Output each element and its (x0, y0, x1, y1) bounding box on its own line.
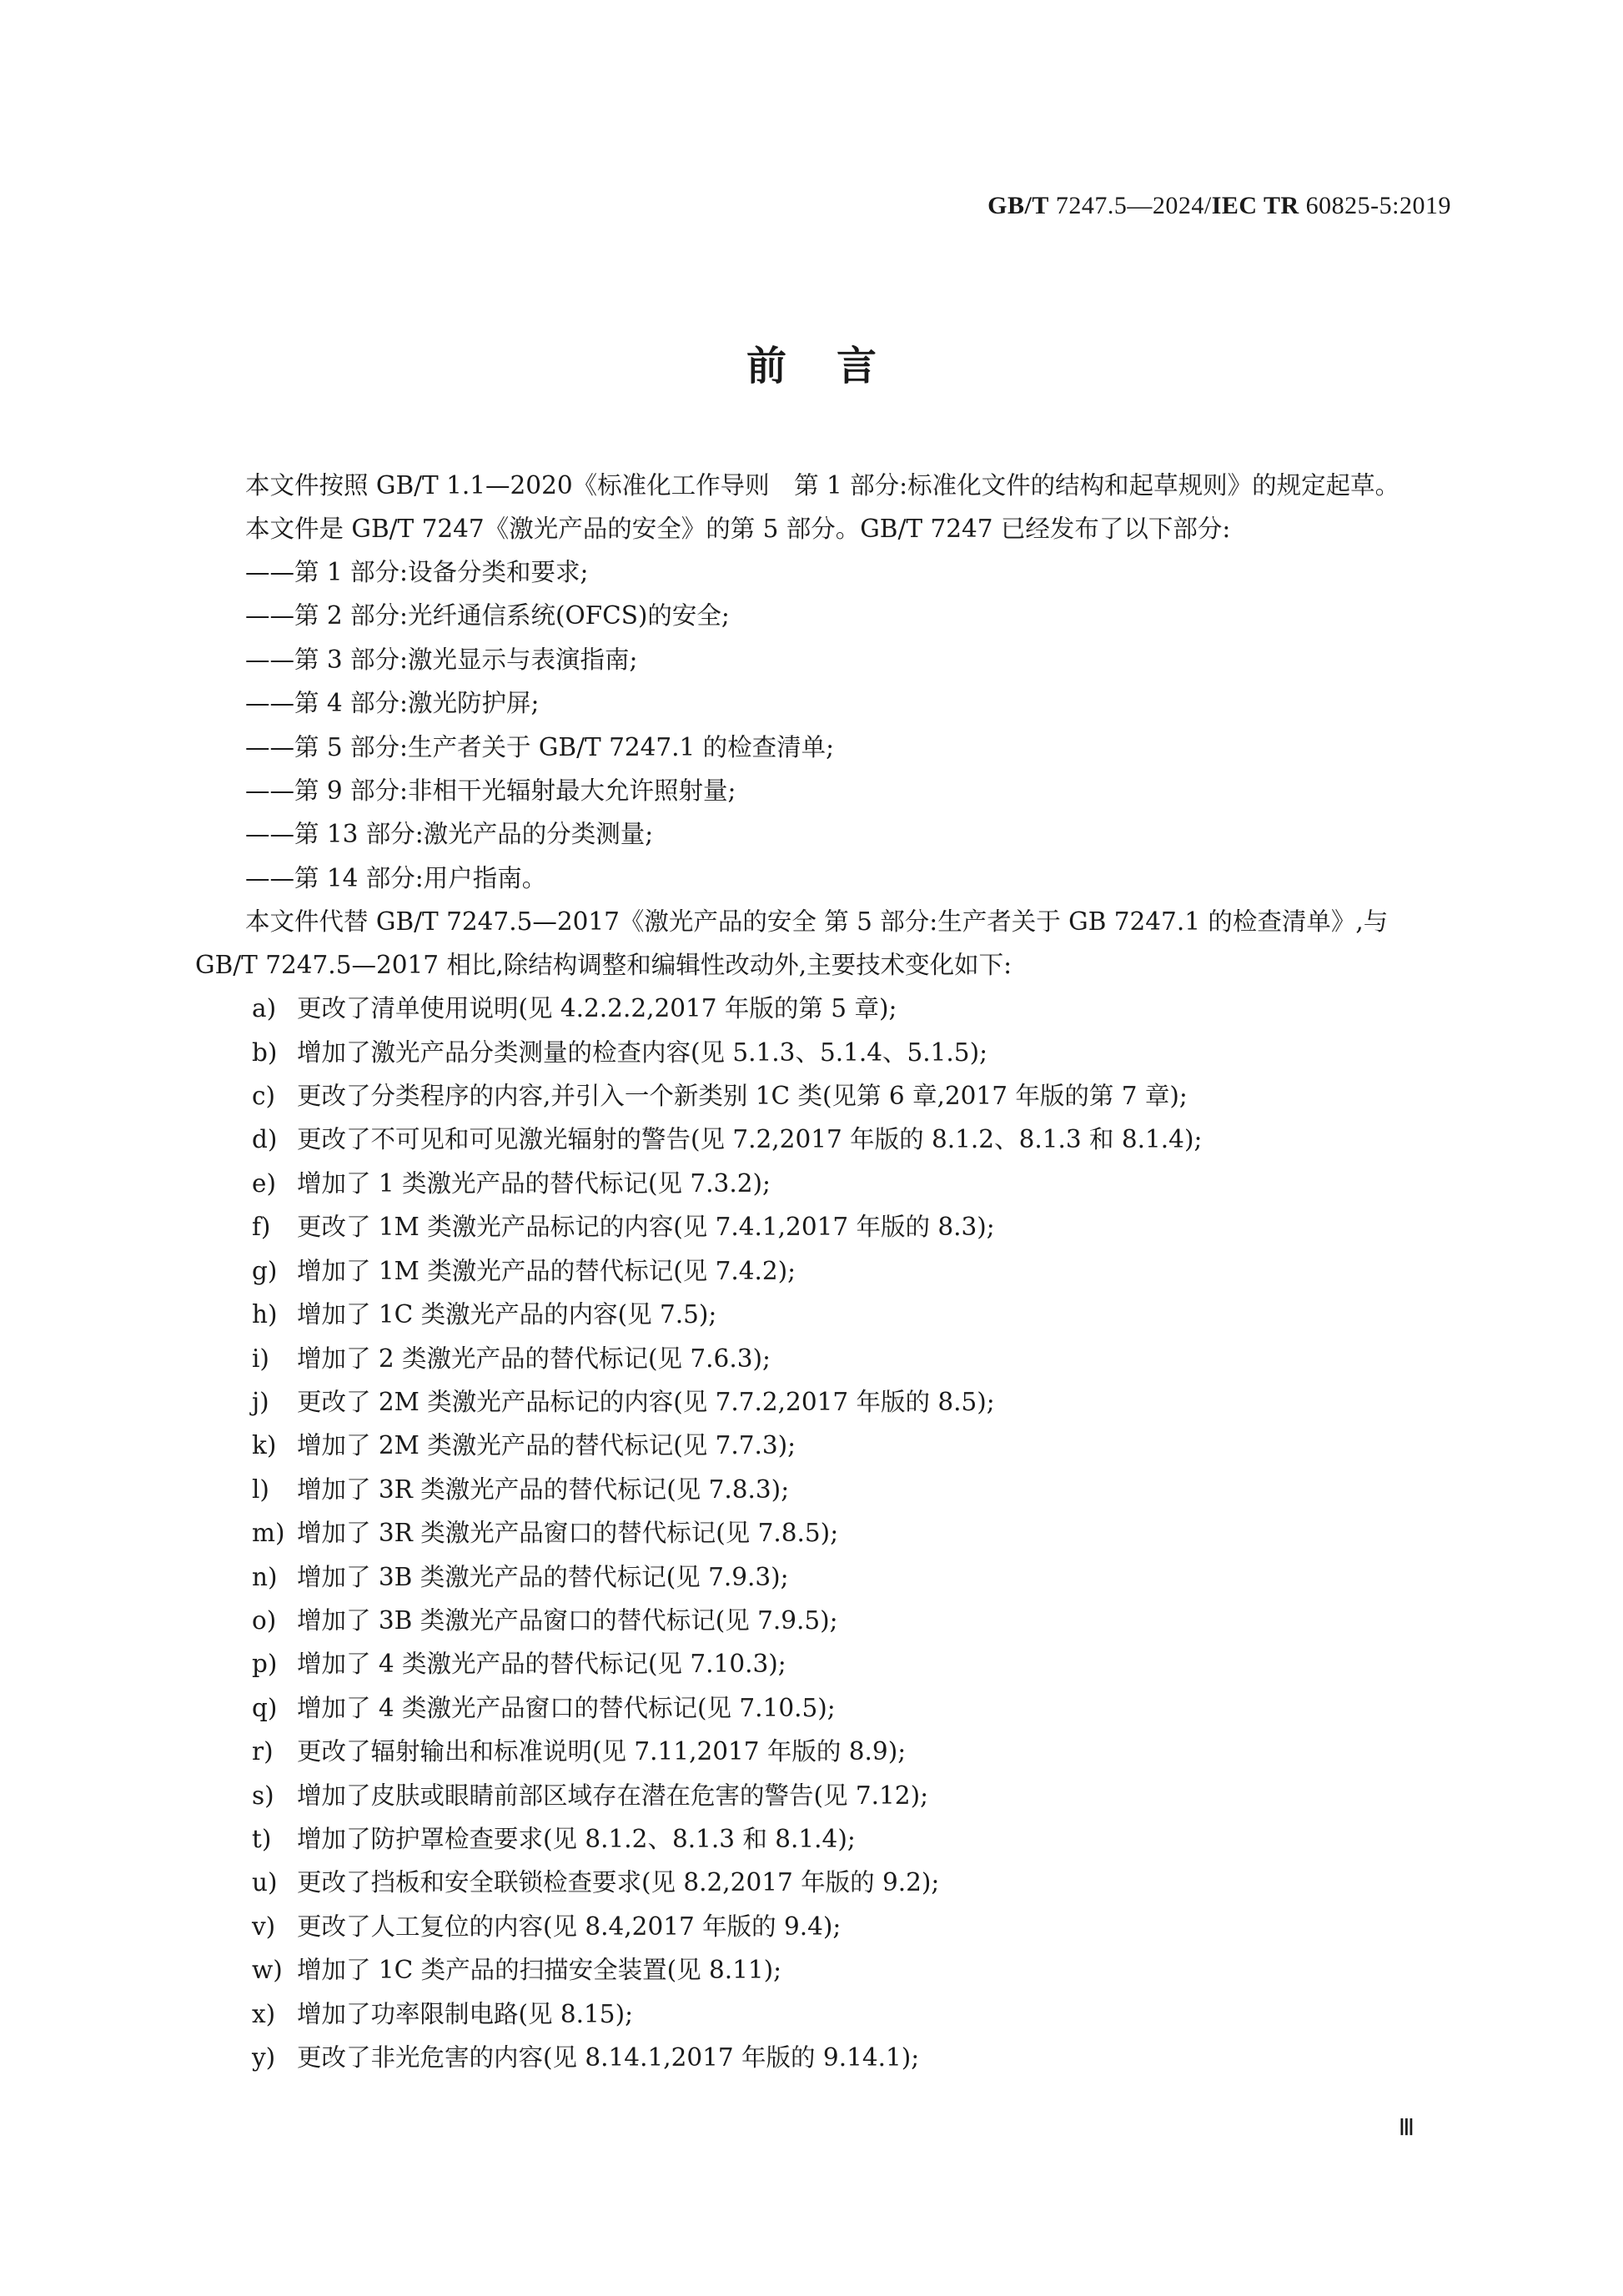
code-iec: IEC TR (1211, 192, 1299, 219)
change-item-label: j) (252, 1387, 269, 1416)
change-item-text: 增加了 1 类激光产品的替代标记(见 7.3.2); (297, 1168, 771, 1198)
change-item-label: f) (252, 1213, 271, 1242)
intro-paragraph-2: 本文件是 GB/T 7247《激光产品的安全》的第 5 部分。GB/T 7247 已经发布了以下部分: (245, 515, 1231, 543)
change-item-label: w) (252, 1956, 283, 1985)
change-item-label: m) (252, 1519, 285, 1548)
change-item (195, 1817, 1455, 1861)
change-item-label: b) (252, 1037, 278, 1067)
part-item: ——第 1 部分:设备分类和要求; (245, 558, 589, 586)
part-item: ——第 2 部分:光纤通信系统(OFCS)的安全; (245, 601, 730, 631)
code-prefix: GB/T (987, 192, 1049, 219)
change-item-label: o) (252, 1605, 277, 1635)
change-item-text: 更改了非光危害的内容(见 8.14.1,2017 年版的 9.14.1); (297, 2043, 920, 2072)
change-item-label: t) (252, 1824, 272, 1853)
change-item-text: 增加了 3R 类激光产品的替代标记(见 7.8.3); (297, 1475, 790, 1504)
change-item-label: y) (252, 2043, 276, 2072)
change-item (195, 1205, 1455, 1248)
change-item-text: 增加了激光产品分类测量的检查内容(见 5.1.3、5.1.4、5.1.5); (297, 1037, 988, 1067)
change-item-label: c) (252, 1082, 276, 1111)
change-item-text: 增加了功率限制电路(见 8.15); (297, 1999, 634, 2028)
change-item (195, 1730, 1455, 1773)
part-item: ——第 5 部分:生产者关于 GB/T 7247.1 的检查清单; (245, 732, 835, 761)
change-item-label: u) (252, 1868, 278, 1897)
part-item: ——第 3 部分:激光显示与表演指南; (245, 645, 638, 674)
change-item (195, 1511, 1455, 1555)
part-item: ——第 13 部分:激光产品的分类测量; (245, 820, 654, 849)
change-item-text: 增加了 4 类激光产品的替代标记(见 7.10.3); (297, 1650, 786, 1679)
change-item (195, 1074, 1455, 1118)
change-item (195, 1380, 1455, 1424)
change-item (195, 1774, 1455, 1817)
change-item-text: 增加了 3B 类激光产品的替代标记(见 7.9.3); (297, 1562, 789, 1591)
change-item-label: h) (252, 1300, 278, 1329)
change-item (195, 1642, 1455, 1686)
code-main: 7247.5—2024/ (1048, 192, 1212, 219)
change-item (195, 1599, 1455, 1642)
change-item-label: a) (252, 994, 277, 1023)
change-item (195, 2036, 1455, 2079)
code-suffix: 60825-5:2019 (1299, 192, 1451, 219)
change-item-label: e) (252, 1168, 276, 1198)
change-item-text: 更改了不可见和可见激光辐射的警告(见 7.2,2017 年版的 8.1.2、8.1.3 和 8.1.4); (297, 1125, 1203, 1154)
change-item-text: 增加了 1M 类激光产品的替代标记(见 7.4.2); (297, 1256, 796, 1285)
change-item-text: 增加了 2 类激光产品的替代标记(见 7.6.3); (297, 1344, 771, 1373)
change-item-label: x) (252, 1999, 276, 2028)
change-item (195, 1118, 1455, 1161)
change-item-text: 更改了 2M 类激光产品标记的内容(见 7.7.2,2017 年版的 8.5); (297, 1387, 995, 1416)
part-item: ——第 4 部分:激光防护屏; (245, 689, 540, 718)
change-item-label: p) (252, 1650, 278, 1679)
change-item-text: 增加了 3R 类激光产品窗口的替代标记(见 7.8.5); (297, 1519, 839, 1548)
change-item-label: q) (252, 1693, 278, 1722)
part-item: ——第 9 部分:非相干光辐射最大允许照射量; (245, 776, 736, 806)
change-item (195, 1424, 1455, 1467)
change-item-text: 更改了 1M 类激光产品标记的内容(见 7.4.1,2017 年版的 8.3); (297, 1213, 995, 1242)
change-item (195, 1293, 1455, 1336)
change-item-text: 增加了 3B 类激光产品窗口的替代标记(见 7.9.5); (297, 1605, 838, 1635)
part-item: ——第 14 部分:用户指南。 (245, 863, 547, 892)
intro-paragraph-1: 本文件按照 GB/T 1.1—2020《标准化工作导则 第 1 部分:标准化文件的结构和起草规则》的规定起草。 (245, 471, 1400, 500)
change-item (195, 1555, 1455, 1599)
changes-list (195, 987, 1455, 2079)
change-item-label: l) (252, 1475, 269, 1504)
change-item (195, 1948, 1455, 1992)
change-item-text: 增加了 4 类激光产品窗口的替代标记(见 7.10.5); (297, 1693, 836, 1722)
replacement-paragraph: 本文件代替 GB/T 7247.5—2017《激光产品的安全 第 5 部分:生产者关于 GB 7247.1 的检查清单》,与 GB/T 7247.5—2017 相比,除结构调整和编辑性改动外,主要技术变化如下: (195, 907, 1389, 980)
page-number: Ⅲ (1398, 2113, 1414, 2141)
change-item (195, 1992, 1455, 2036)
change-item-label: s) (252, 1781, 274, 1810)
change-item (195, 1468, 1455, 1511)
change-item (195, 1337, 1455, 1380)
standard-code-header (987, 192, 1451, 220)
change-item-text: 更改了挡板和安全联锁检查要求(见 8.2,2017 年版的 9.2); (297, 1868, 940, 1897)
change-item-text: 更改了分类程序的内容,并引入一个新类别 1C 类(见第 6 章,2017 年版的第 7 章); (297, 1082, 1188, 1111)
change-item-label: v) (252, 1912, 276, 1941)
change-item (195, 1861, 1455, 1904)
change-item-text: 增加了皮肤或眼睛前部区域存在潜在危害的警告(见 7.12); (297, 1781, 929, 1810)
foreword-body (195, 464, 1455, 2079)
change-item-text: 增加了防护罩检查要求(见 8.1.2、8.1.3 和 8.1.4); (297, 1824, 856, 1853)
change-item (195, 987, 1455, 1030)
parts-list (195, 550, 1455, 900)
change-item-label: k) (252, 1431, 277, 1460)
change-item-text: 增加了 1C 类激光产品的内容(见 7.5); (297, 1300, 717, 1329)
change-item-label: d) (252, 1125, 278, 1154)
change-item-label: r) (252, 1737, 274, 1766)
change-item-text: 增加了 2M 类激光产品的替代标记(见 7.7.3); (297, 1431, 796, 1460)
change-item-label: n) (252, 1562, 278, 1591)
change-item-text: 更改了人工复位的内容(见 8.4,2017 年版的 9.4); (297, 1912, 842, 1941)
change-item (195, 1686, 1455, 1730)
change-item (195, 1905, 1455, 1948)
change-item (195, 1031, 1455, 1074)
change-item (195, 1162, 1455, 1205)
change-item-text: 更改了辐射输出和标准说明(见 7.11,2017 年版的 8.9); (297, 1737, 907, 1766)
change-item-label: g) (252, 1256, 278, 1285)
change-item-text: 更改了清单使用说明(见 4.2.2.2,2017 年版的第 5 章); (297, 994, 897, 1023)
change-item-label: i) (252, 1344, 269, 1373)
page-title: 前言 (746, 343, 927, 389)
change-item-text: 增加了 1C 类产品的扫描安全装置(见 8.11); (297, 1956, 782, 1985)
change-item (195, 1249, 1455, 1293)
